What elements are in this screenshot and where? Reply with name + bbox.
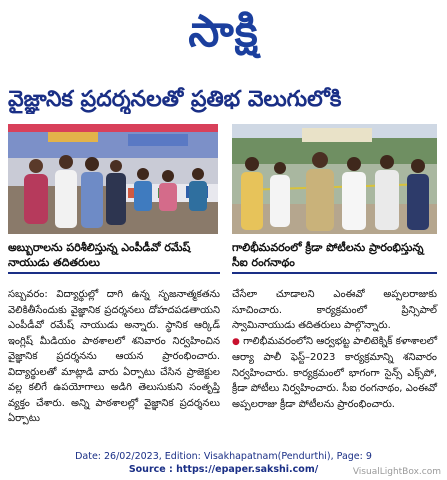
body-paragraph: సబ్బవరం: విద్యార్థుల్లో దాగి ఉన్న సృజనాత్మకతను వెలికితీసేందుకు వైజ్ఞానిక ప్రదర్శనలు దోహదపడతాయని ఎంపీడీవో రమేష్ నాయుడు అన్నారు. స్థానిక ఆర్కిడ్ ఇంగ్లిష్ మీడియం పాఠశాలలో శనివారం నిర్వహించిన వైజ్ఞానిక ప్రదర్శనను ఆయన ప్రారంభించారు. విద్యార్థులతో మాట్లాడి వారు ఏర్పాటు చేసిన ప్రాజెక్టుల వల్ల కలిగే ఉపయోగాలు అడిగి తెలుసుకుని సంతృప్తి వ్యక్తం చేశారు. అన్ని పాఠశాలల్లో వైజ్ఞానిక ప్రదర్శనలు ఏర్పాటు xyxy=(8,289,220,424)
date-edition-line: Date: 26/02/2023, Edition: Visakhapatnam(Pendurthi), Page: 9 xyxy=(75,451,372,462)
body-paragraph-with-bullet xyxy=(232,334,437,413)
sakshi-logo: సాక్షి xyxy=(188,6,259,57)
exhibition-photo-image xyxy=(8,124,218,234)
watermark: VisualLightBox.com xyxy=(352,467,441,477)
left-photo-caption: అబ్బురాలను పరిశీలిస్తున్న ఎంపీడీవో రమేష్ నాయుడు తదితరులు xyxy=(8,241,191,269)
article-body-right-column xyxy=(232,287,437,412)
body-paragraph: చేసేలా చూడాలని ఎంఈవో అప్పలరాజుకు సూచించారు. కార్యక్రమంలో ప్రిన్సిపాల్ స్వామినాయుడు తదితరులు పాల్గొన్నారు. xyxy=(232,289,437,331)
science-exhibition-photo xyxy=(8,124,218,234)
masthead xyxy=(0,4,447,64)
sports-inauguration-photo xyxy=(232,124,437,234)
article-body-left-column xyxy=(8,287,220,427)
caption-divider-left xyxy=(8,272,220,274)
body-paragraph-text: గాలిభీమవరంలోని ఆర్వభట్ట పాలిటెక్నిక్ కళాశాలలో ఆర్యా పాలీ ఫెస్ట్–2023 కార్యక్రమాన్ని శనివారం నిర్వహించారు. కార్యక్రమంలో భాగంగా సైన్స్ ఎక్స్‌పో, క్రీడా పోటీలు నిర్వహించారు. సీఐ రంగనాథం, ఎంఈవో అప్పలరాజు క్రీడా పోటీలను ప్రారంభించారు. xyxy=(232,335,438,410)
article-headline: వైజ్ఞానిక ప్రదర్శనలతో ప్రతిభ వెలుగులోకి xyxy=(8,87,342,112)
source-line: Source : https://epaper.sakshi.com/ xyxy=(128,464,319,475)
right-photo-caption: గాలిభీమవరంలో క్రీడా పోటీలను ప్రారంభిస్తున్న సీఐ రంగనాథం xyxy=(232,241,424,269)
caption-divider-right xyxy=(232,272,437,274)
sports-photo-image xyxy=(232,124,437,234)
bullet-icon: ● xyxy=(232,336,240,347)
